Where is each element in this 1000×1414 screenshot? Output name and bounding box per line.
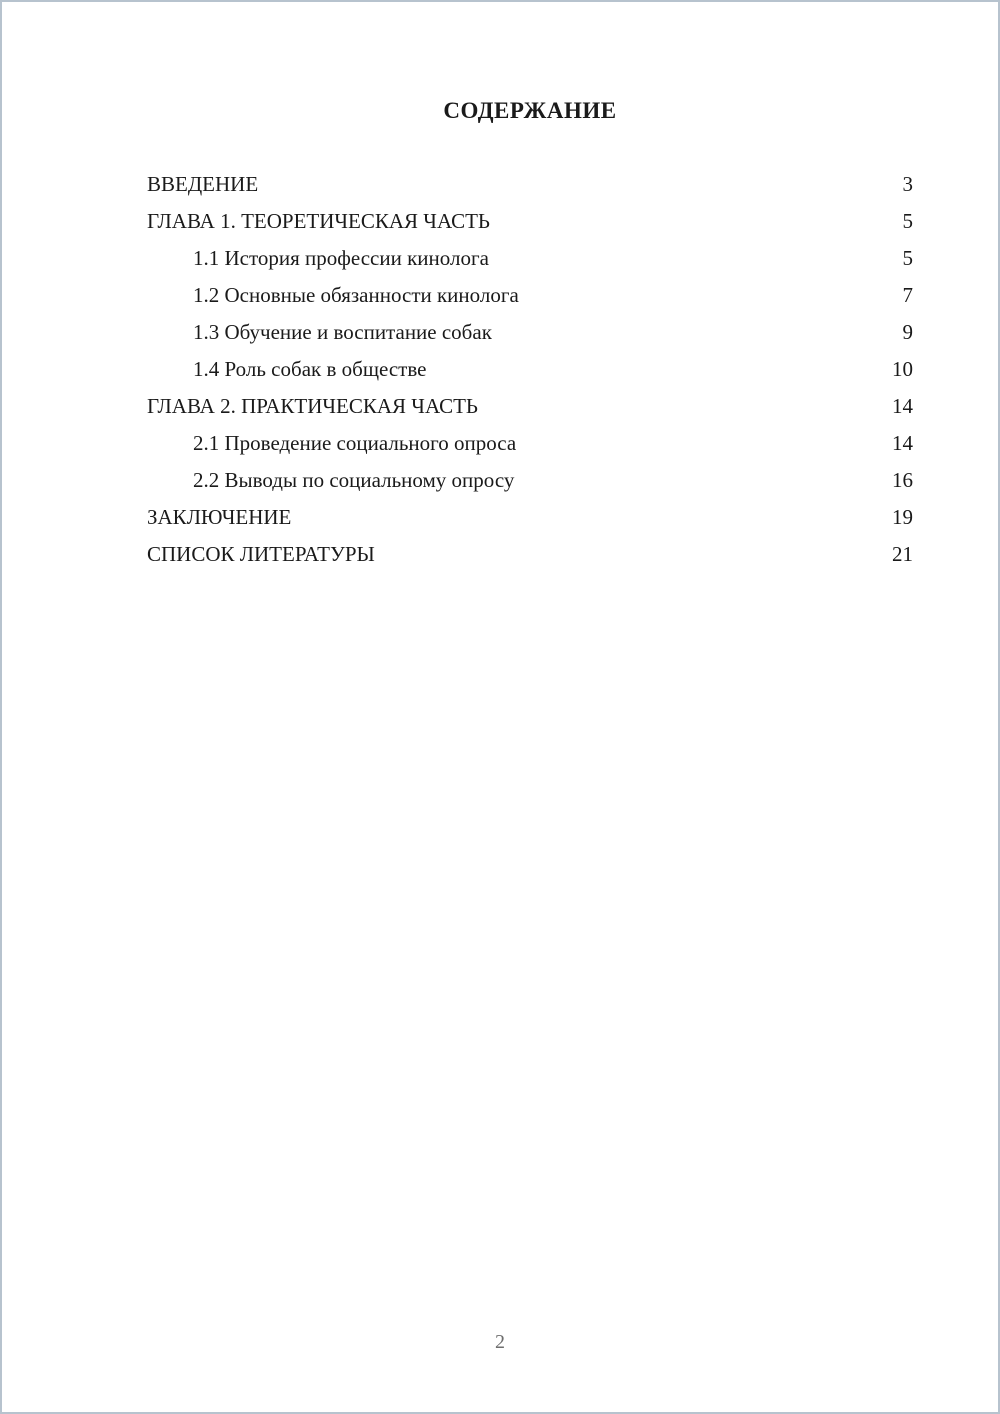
toc-entry: [147, 499, 913, 536]
toc-entry-page: 5: [902, 209, 913, 233]
toc-entry-title: СПИСОК ЛИТЕРАТУРЫ: [147, 542, 375, 566]
toc-entry: [147, 388, 913, 425]
page-content: [147, 2, 913, 573]
toc-entry-page: 3: [902, 172, 913, 196]
toc-entry-page: 21: [892, 542, 913, 566]
toc-entry-title: ГЛАВА 1. ТЕОРЕТИЧЕСКАЯ ЧАСТЬ: [147, 209, 490, 233]
toc-entry: [147, 351, 913, 388]
toc-entry-page: 16: [892, 468, 913, 492]
toc-entry-title: 1.1 История профессии кинолога: [193, 246, 489, 270]
toc-entry: [147, 536, 913, 573]
toc-entry-title: 1.3 Обучение и воспитание собак: [193, 320, 492, 344]
toc-entry-title: 2.2 Выводы по социальному опросу: [193, 468, 515, 492]
toc-entry-page: 7: [902, 283, 913, 307]
toc-entry-page: 5: [902, 246, 913, 270]
toc-entry: [147, 314, 913, 351]
toc-entry-title: ВВЕДЕНИЕ: [147, 172, 259, 196]
toc-entry: [147, 240, 913, 277]
toc-entry: [147, 425, 913, 462]
table-of-contents: [147, 166, 913, 573]
toc-entry-title: 1.2 Основные обязанности кинолога: [193, 283, 519, 307]
toc-entry-title: ГЛАВА 2. ПРАКТИЧЕСКАЯ ЧАСТЬ: [147, 394, 478, 418]
toc-entry: [147, 277, 913, 314]
page-title: СОДЕРЖАНИЕ: [443, 98, 617, 123]
toc-entry-page: 14: [892, 431, 913, 455]
toc-entry-title: 1.4 Роль собак в обществе: [193, 357, 427, 381]
toc-entry-page: 19: [892, 505, 913, 529]
toc-entry-title: ЗАКЛЮЧЕНИЕ: [147, 505, 292, 529]
toc-entry-page: 10: [892, 357, 913, 381]
toc-entry-page: 9: [902, 320, 913, 344]
page-number: 2: [495, 1331, 505, 1353]
toc-entry: [147, 203, 913, 240]
toc-entry: [147, 462, 913, 499]
toc-entry: [147, 166, 913, 203]
toc-entry-title: 2.1 Проведение социального опроса: [193, 431, 517, 455]
toc-entry-page: 14: [892, 394, 913, 418]
